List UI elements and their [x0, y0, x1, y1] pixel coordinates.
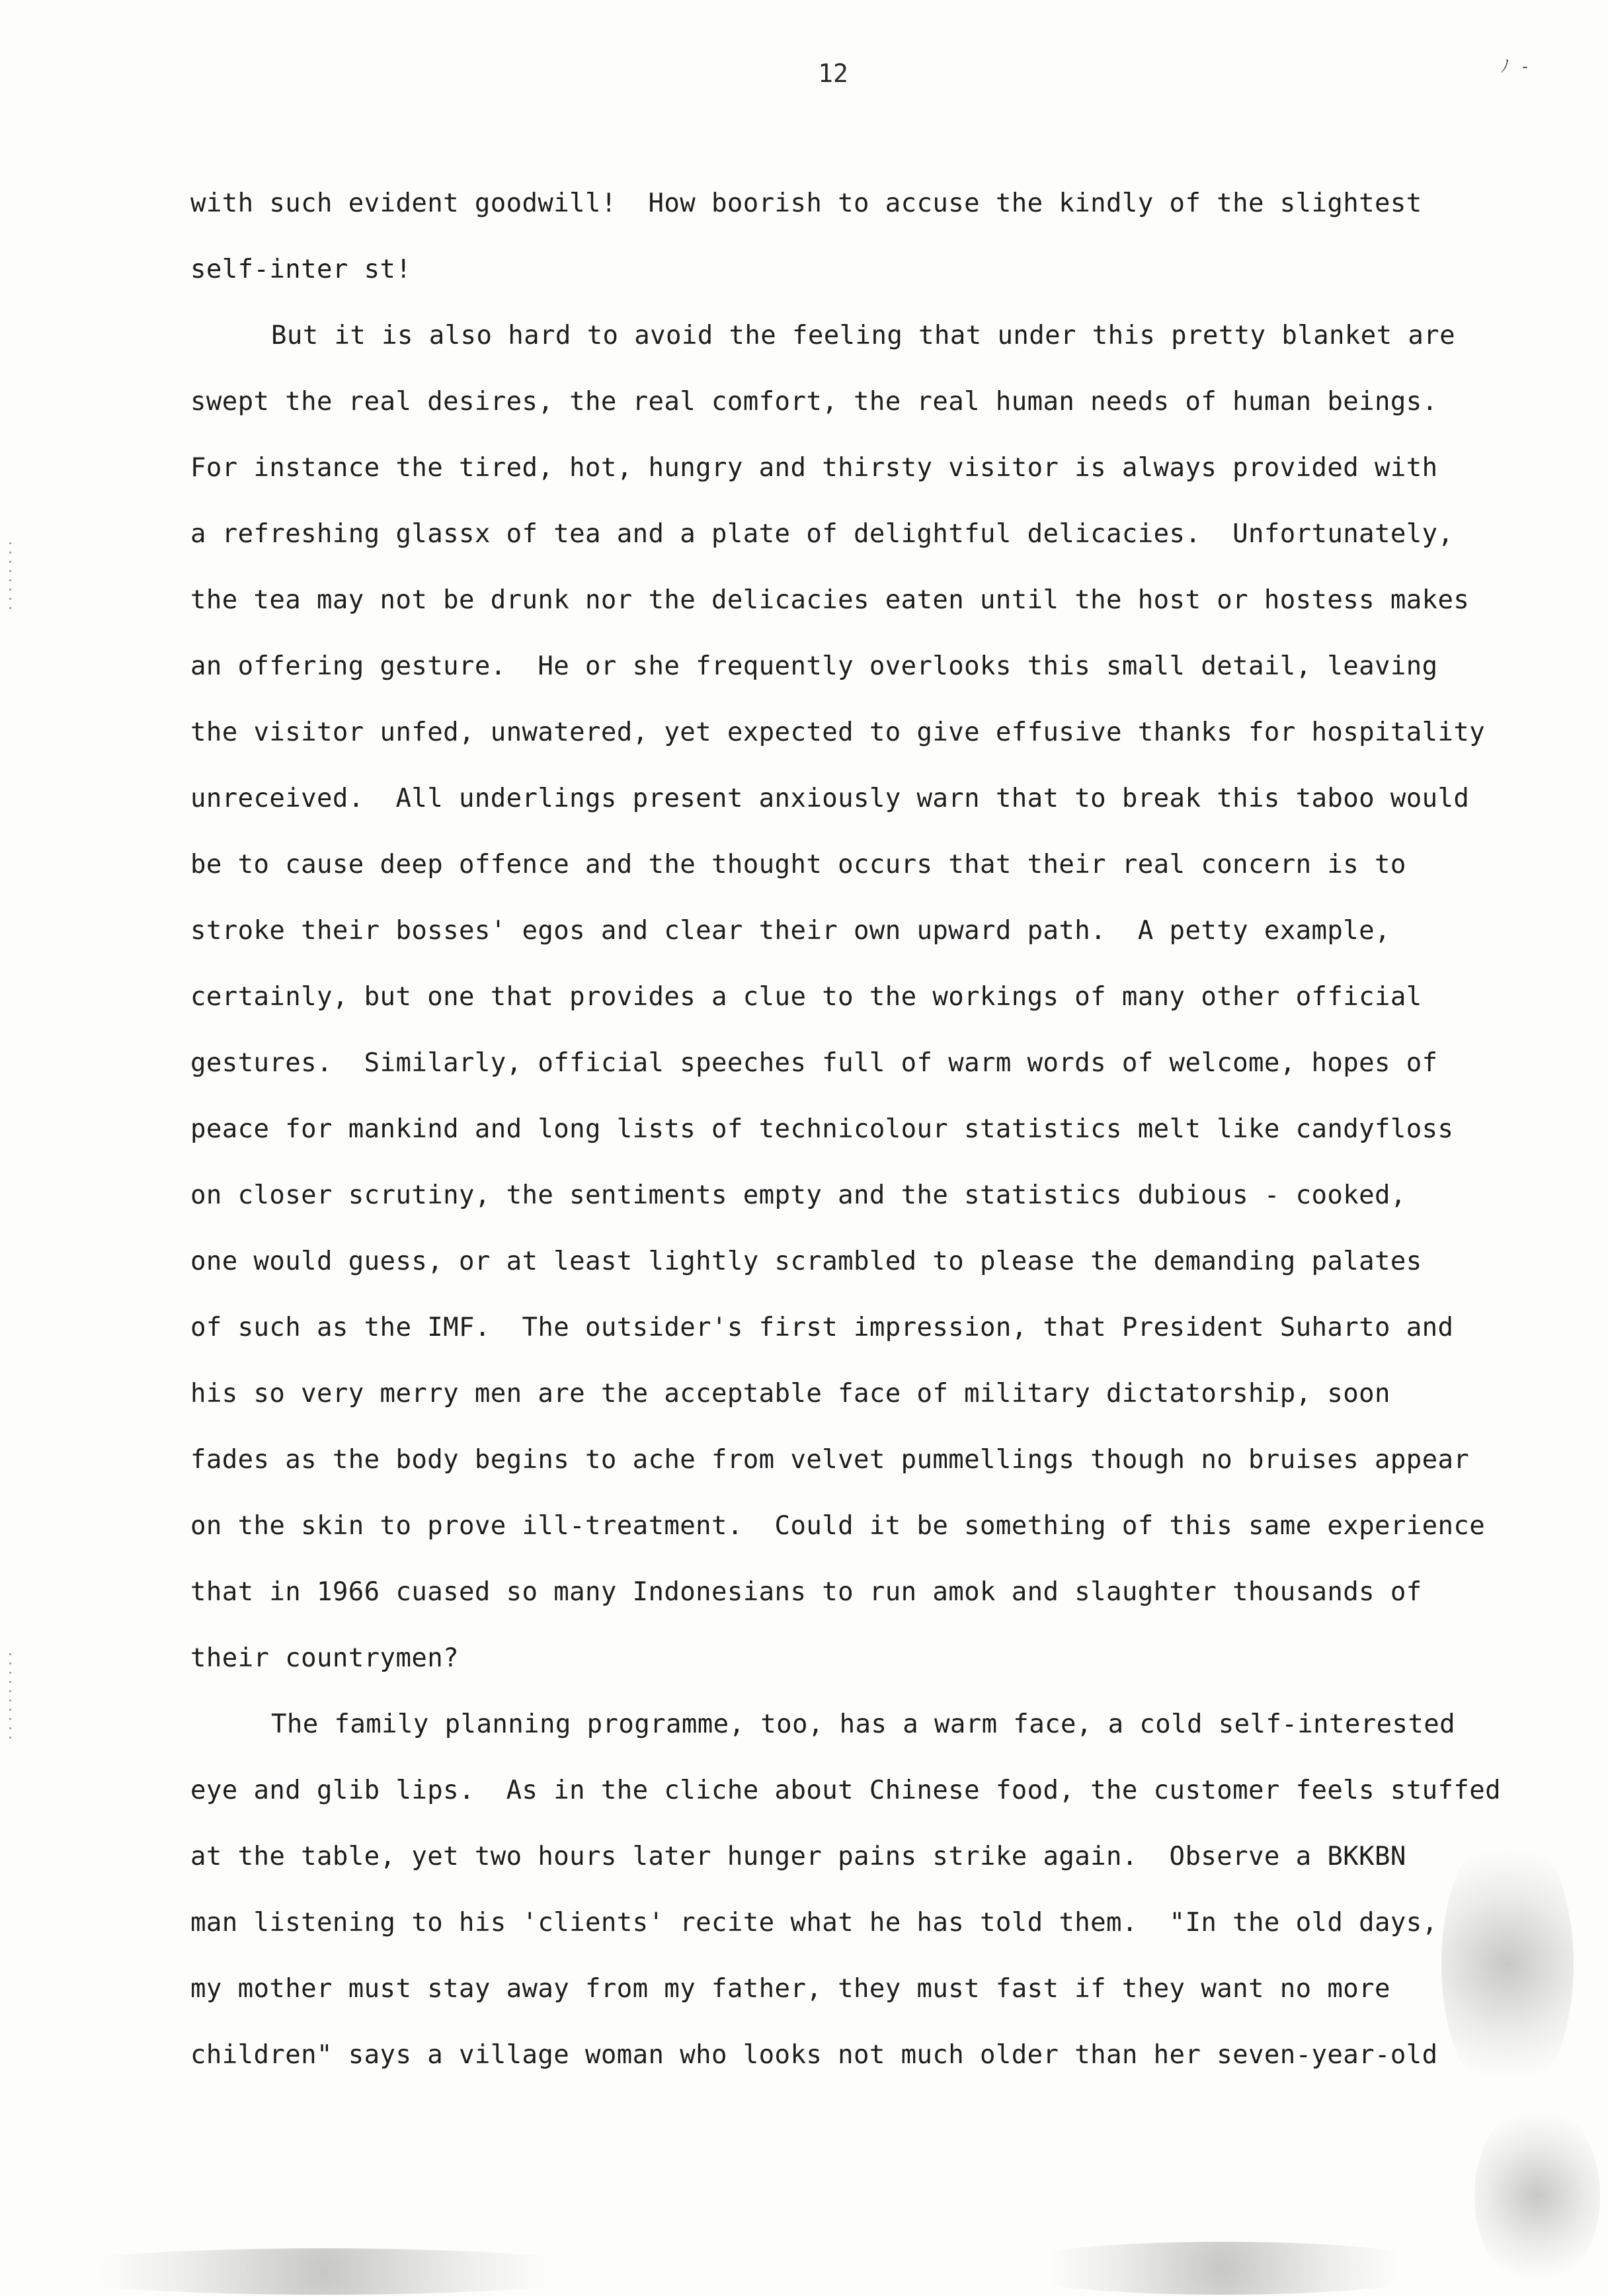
scan-speckle — [1474, 2103, 1600, 2288]
text-line: gestures. Similarly, official speeches full of warm words of welcome, hopes of — [190, 1048, 1438, 1078]
scan-speckle — [992, 2242, 1455, 2295]
text-line: on the skin to prove ill-treatment. Could it be something of this same experience — [190, 1511, 1486, 1541]
text-line: be to cause deep offence and the thought occurs that their real concern is to — [190, 850, 1406, 880]
text-line: that in 1966 cuased so many Indonesians to run amok and slaughter thousands of — [190, 1577, 1422, 1607]
text-line: children" says a village woman who looks not much older than her seven-year-old — [190, 2040, 1438, 2070]
page-number: 12 — [818, 59, 848, 88]
text-line: my mother must stay away from my father, they must fast if they want no more — [190, 1974, 1390, 2004]
text-line: an offering gesture. He or she frequently overlooks this small detail, leaving — [190, 651, 1438, 681]
text-line: certainly, but one that provides a clue to the workings of many other official — [190, 982, 1422, 1012]
text-line: swept the real desires, the real comfort, the real human needs of human beings. — [190, 387, 1438, 417]
text-line: man listening to his 'clients' recite what he has told them. "In the old days, — [190, 1908, 1438, 1938]
paragraph-start-line: The family planning programme, too, has a warm face, a cold self-interested — [271, 1709, 1455, 1739]
paragraph-start-line: But it is also hard to avoid the feeling that under this pretty blanket are — [271, 321, 1455, 350]
text-line: peace for mankind and long lists of technicolour statistics melt like candyfloss — [190, 1114, 1454, 1144]
text-line: the tea may not be drunk nor the delicacies eaten until the host or hostess makes — [190, 585, 1470, 615]
text-line: with such evident goodwill! How boorish to accuse the kindly of the slightest — [190, 188, 1422, 218]
text-line: unreceived. All underlings present anxiously warn that to break this taboo would — [190, 784, 1470, 813]
text-line: of such as the IMF. The outsider's first impression, that President Suharto and — [190, 1313, 1454, 1342]
left-edge-scan-marks — [9, 542, 11, 615]
text-line: a refreshing glassx of tea and a plate of delightful delicacies. Unfortunately, — [190, 519, 1454, 549]
text-line: the visitor unfed, unwatered, yet expected to give effusive thanks for hospitality — [190, 718, 1486, 747]
text-line: fades as the body begins to ache from velvet pummellings though no bruises appear — [190, 1445, 1470, 1475]
left-edge-scan-marks — [9, 1653, 11, 1739]
text-line: at the table, yet two hours later hunger pains strike again. Observe a BKKBN — [190, 1842, 1406, 1871]
text-line: one would guess, or at least lightly scrambled to please the demanding palates — [190, 1247, 1422, 1276]
text-line: their countrymen? — [190, 1643, 459, 1673]
corner-mark: ﾉ ‐ — [1501, 57, 1531, 77]
scan-speckle — [26, 2248, 622, 2295]
text-line: on closer scrutiny, the sentiments empty and the statistics dubious - cooked, — [190, 1180, 1406, 1210]
text-line: eye and glib lips. As in the cliche about Chinese food, the customer feels stuffed — [190, 1776, 1502, 1805]
text-line: stroke their bosses' egos and clear their own upward path. A petty example, — [190, 916, 1390, 946]
text-line: self-inter st! — [190, 255, 412, 284]
text-line: For instance the tired, hot, hungry and thirsty visitor is always provided with — [190, 453, 1438, 483]
text-line: his so very merry men are the acceptable face of military dictatorship, soon — [190, 1379, 1390, 1409]
scan-speckle — [1441, 1825, 1574, 2103]
